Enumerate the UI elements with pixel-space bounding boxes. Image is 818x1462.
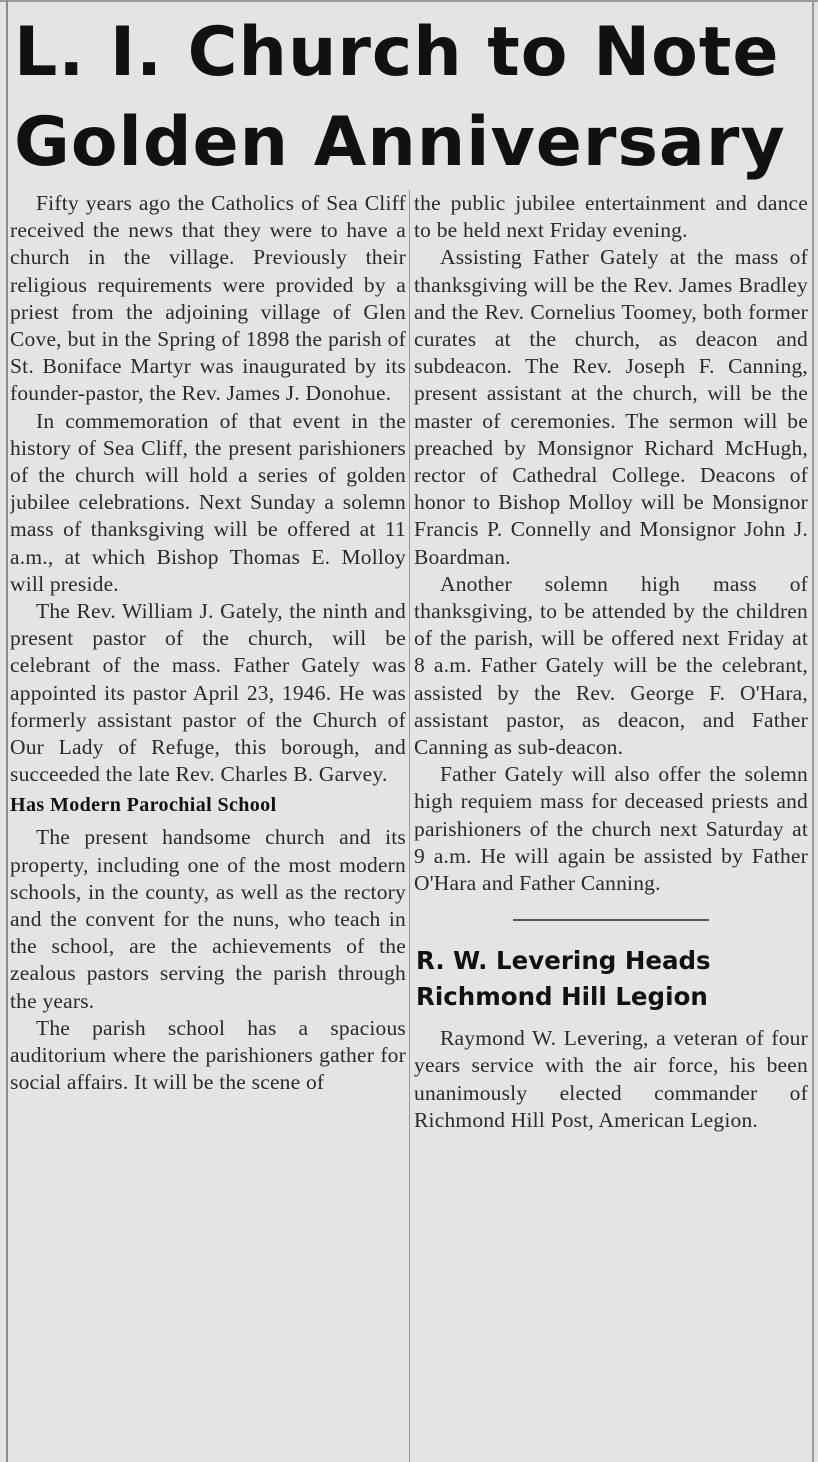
article-paragraph: The parish school has a spacious auditorium where the parishioners gather for social affairs. It will be the scene of [10, 1015, 406, 1095]
article-column-left [10, 190, 406, 1460]
article-paragraph: Assisting Father Gately at the mass of thanksgiving will be the Rev. James Bradley and the Rev. Cornelius Toomey, both former curates at the church, as deacon and subdeacon. The Rev. Joseph F. Canning, present assistant at the church, will be the master of ceremonies. The sermon will be preached by Monsignor Richard McHugh, rector of Cathedral College. Deacons of honor to Bishop Molloy will be Monsignor Francis P. Connelly and Monsignor John J. Boardman. [414, 245, 808, 569]
left-border [6, 0, 8, 1462]
headline-line-1: L. I. Church to Note [14, 13, 780, 92]
article-paragraph: The present handsome church and its property, including one of the most modern schools, in the county, as well as the rectory and the convent for the nuns, who teach in the school, are the achievements of the zealous pastors serving the parish through the years. [10, 825, 406, 1013]
main-headline [14, 8, 814, 188]
article-paragraph: The Rev. William J. Gately, the ninth and present pastor of the church, will be celebrant of the mass. Father Gately was appointed its pastor April 23, 1946. He was formerly assistant pastor of the Church of Our Lady of Refuge, this borough, and succeeded the late Rev. Charles B. Garvey. [10, 599, 406, 787]
article-subhead: Has Modern Parochial School [10, 794, 277, 817]
second-article-paragraph: Raymond W. Levering, a veteran of four years service with the air force, his been unanimously elected commander of Richmond Hill Post, American Legion. [414, 1026, 808, 1132]
right-border [812, 0, 814, 1462]
second-headline-line-2: Richmond Hill Legion [416, 982, 708, 1012]
article-paragraph: Father Gately will also offer the solemn high requiem mass for deceased priests and parishioners of the church next Saturday at 9 a.m. He will again be assisted by Father O'Hara and Father Canning. [414, 762, 808, 896]
article-separator [513, 919, 709, 921]
top-border [0, 0, 818, 2]
headline-line-2: Golden Anniversary [14, 103, 786, 182]
column-divider [409, 190, 410, 1462]
article-paragraph: the public jubilee entertainment and dance to be held next Friday evening. [414, 191, 808, 243]
article-paragraph: Another solemn high mass of thanksgiving, to be attended by the children of the parish, will be offered next Friday at 8 a.m. Father Gately will be the celebrant, assisted by the Rev. George F. O'Hara, assistant pastor, as deacon, and Father Canning as sub-deacon. [414, 571, 808, 760]
article-paragraph: Fifty years ago the Catholics of Sea Cliff received the news that they were to have a church in the village. Previously their religious requirements were provided by a priest from the adjoining village of Glen Cove, but in the Spring of 1898 the parish of St. Boniface Martyr was inaugurated by its founder-pastor, the Rev. James J. Donohue. [10, 191, 406, 406]
article-paragraph: In commemoration of that event in the history of Sea Cliff, the present parishioners of the church will hold a series of golden jubilee celebrations. Next Sunday a solemn mass of thanksgiving will be offered at 11 a.m., at which Bishop Thomas E. Molloy will preside. [10, 408, 406, 596]
second-headline-line-1: R. W. Levering Heads [416, 946, 711, 976]
article-column-right [414, 190, 808, 1460]
